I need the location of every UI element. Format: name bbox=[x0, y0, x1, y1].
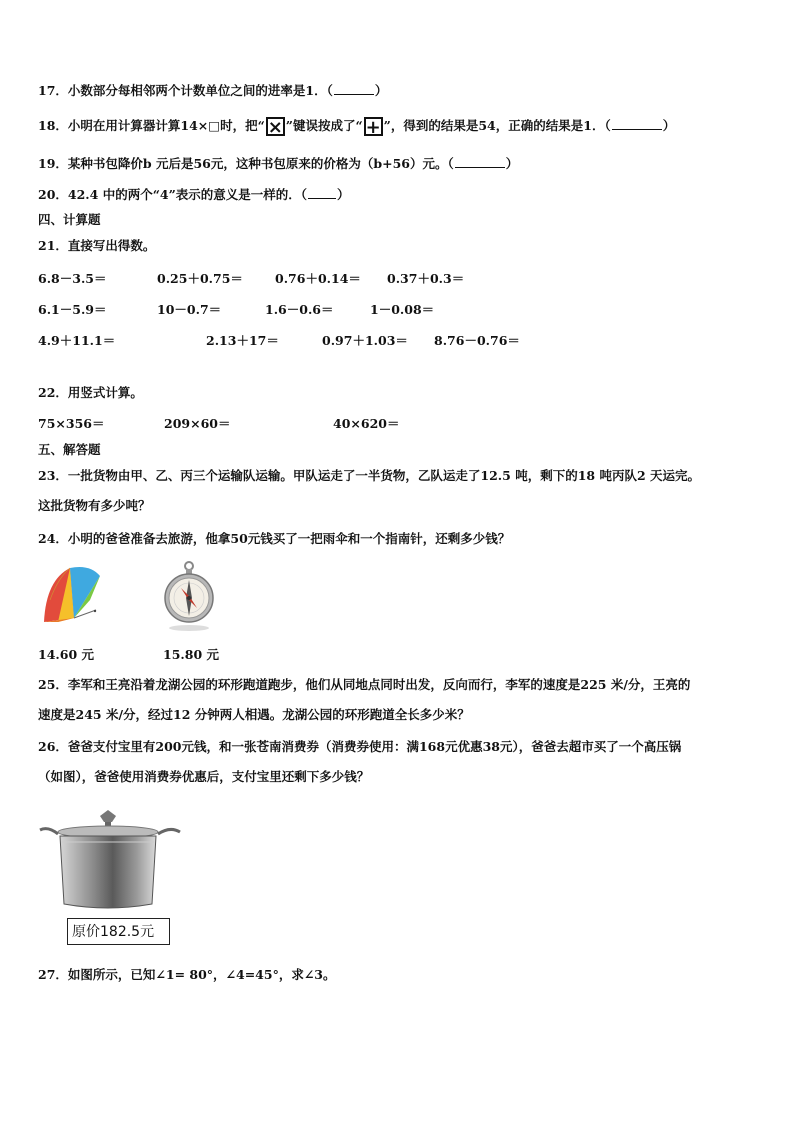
paren-close: ） bbox=[374, 83, 388, 98]
calc-item: 4.9＋11.1＝ bbox=[38, 333, 116, 348]
question-27-text: 27．如图所示，已知∠1= 80°，∠4=45°，求∠3。 bbox=[38, 967, 336, 982]
question-19 bbox=[38, 155, 518, 173]
paren-close: ） bbox=[505, 156, 519, 171]
question-22-title: 22．用竖式计算。 bbox=[38, 385, 143, 400]
vertical-calc-item: 40×620＝ bbox=[333, 416, 400, 431]
question-20 bbox=[38, 186, 350, 204]
calc-item: 2.13＋17＝ bbox=[206, 333, 279, 348]
calc-item: 0.76＋0.14＝ bbox=[275, 271, 361, 286]
question-17-text: 17．小数部分每相邻两个计数单位之间的进率是1．（ bbox=[38, 83, 333, 98]
umbrella-icon bbox=[40, 560, 105, 628]
question-18 bbox=[38, 117, 675, 136]
calc-item: 0.37＋0.3＝ bbox=[387, 271, 465, 286]
question-20-text: 20．42.4 中的两个“4”表示的意义是一样的．（ bbox=[38, 187, 308, 202]
answer-blank[interactable] bbox=[455, 155, 505, 168]
question-26-line-1: 26．爸爸支付宝里有200元钱，和一张苍南消费券（消费券使用：满168元优惠38元），爸爸去超市买了一个高压锅 bbox=[38, 739, 682, 754]
section-5-heading: 五、解答题 bbox=[38, 442, 101, 457]
original-price-tag: 原价182.5元 bbox=[67, 918, 170, 945]
section-4-heading: 四、计算题 bbox=[38, 212, 101, 227]
question-18-text-a: 18．小明在用计算器计算14×□时，把“ bbox=[38, 118, 265, 133]
question-18-text-c: ”，得到的结果是54，正确的结果是1．（ bbox=[383, 118, 611, 133]
question-26-line-2: （如图），爸爸使用消费券优惠后，支付宝里还剩下多少钱？ bbox=[38, 769, 370, 784]
question-23-line-1: 23．一批货物由甲、乙、丙三个运输队运输。甲队运走了一半货物，乙队运走了12.5 吨，剩下的18 吨丙队2 天运完。 bbox=[38, 468, 700, 483]
calc-item: 0.25＋0.75＝ bbox=[157, 271, 243, 286]
answer-blank[interactable] bbox=[612, 117, 662, 130]
question-18-text-b: ”键误按成了“ bbox=[285, 118, 363, 133]
compass-icon bbox=[163, 560, 215, 632]
question-25-line-1: 25．李军和王亮沿着龙湖公园的环形跑道跑步，他们从同地点同时出发，反向而行，李军的速度是225 米/分，王亮的 bbox=[38, 677, 691, 692]
question-17 bbox=[38, 82, 387, 100]
multiply-key-icon: × bbox=[267, 117, 283, 138]
pressure-cooker-icon bbox=[38, 808, 188, 916]
umbrella-price: 14.60 元 bbox=[38, 647, 94, 662]
question-21-title: 21．直接写出得数。 bbox=[38, 238, 156, 253]
calc-item: 10－0.7＝ bbox=[157, 302, 222, 317]
calc-item: 6.1－5.9＝ bbox=[38, 302, 107, 317]
question-23-line-2: 这批货物有多少吨？ bbox=[38, 498, 151, 513]
compass-price: 15.80 元 bbox=[163, 647, 219, 662]
question-24-text: 24．小明的爸爸准备去旅游，他拿50元钱买了一把雨伞和一个指南针，还剩多少钱？ bbox=[38, 531, 511, 546]
calc-item: 8.76－0.76＝ bbox=[434, 333, 520, 348]
paren-close: ） bbox=[662, 118, 676, 133]
question-25-line-2: 速度是245 米/分，经过12 分钟两人相遇。龙湖公园的环形跑道全长多少米？ bbox=[38, 707, 470, 722]
plus-key-icon: + bbox=[365, 117, 381, 138]
question-19-text: 19．某种书包降价b 元后是56元，这种书包原来的价格为（b+56）元。（ bbox=[38, 156, 454, 171]
calc-item: 0.97＋1.03＝ bbox=[322, 333, 408, 348]
paren-close: ） bbox=[337, 187, 350, 202]
answer-blank[interactable] bbox=[308, 186, 336, 199]
calc-item: 1－0.08＝ bbox=[370, 302, 435, 317]
calc-item: 6.8－3.5＝ bbox=[38, 271, 107, 286]
vertical-calc-item: 75×356＝ bbox=[38, 416, 105, 431]
calc-item: 1.6－0.6＝ bbox=[265, 302, 334, 317]
vertical-calc-item: 209×60＝ bbox=[164, 416, 231, 431]
answer-blank[interactable] bbox=[334, 82, 374, 95]
